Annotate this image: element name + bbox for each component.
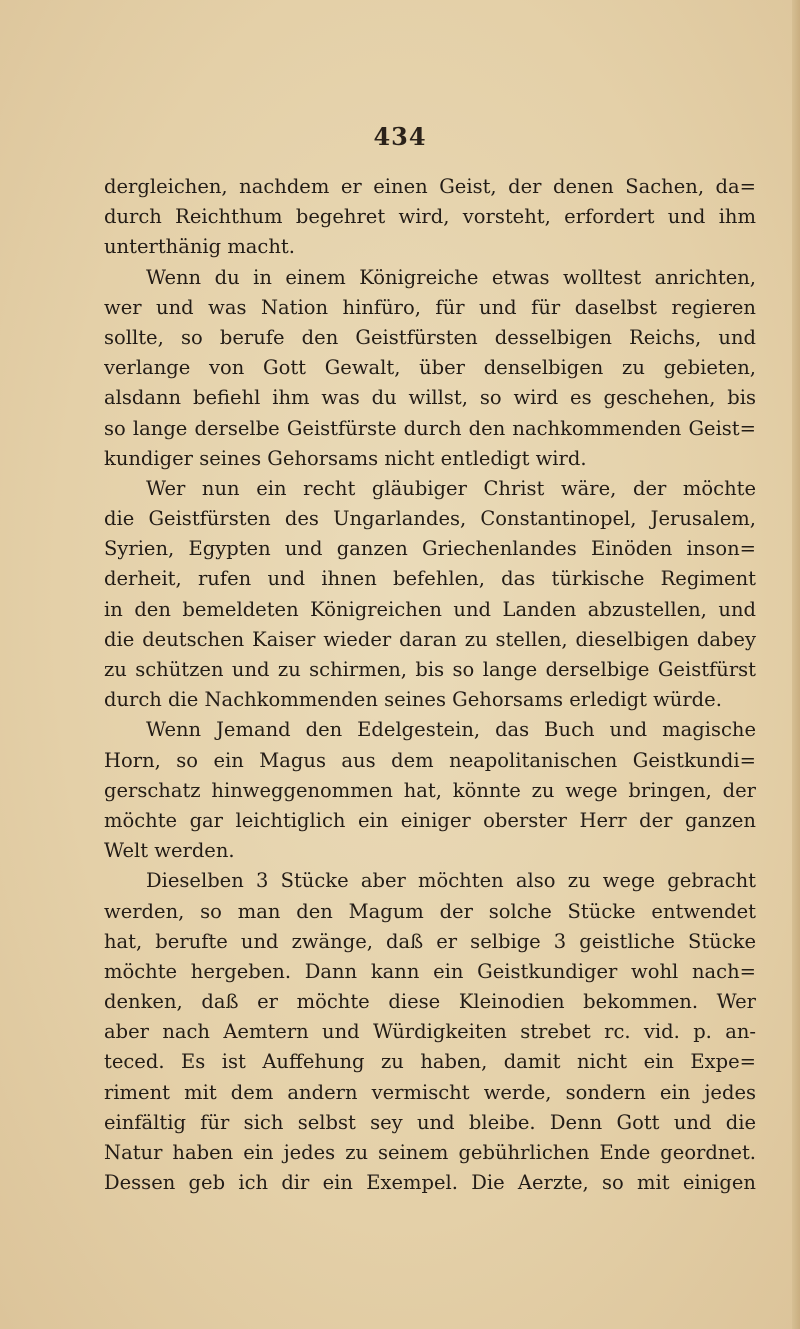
body-text [104, 172, 756, 1198]
page-edge [792, 0, 800, 1329]
text-line: derheit, rufen und ihnen befehlen, das türkische Regiment [104, 567, 756, 591]
text-line: die deutschen Kaiser wieder daran zu stellen, dieselbigen dabey [104, 627, 756, 651]
text-line: Dessen geb ich dir ein Exempel. Die Aerzte, so mit einigen [104, 1171, 756, 1195]
text-line: aber nach Aemtern und Würdigkeiten strebet rc. vid. p. an- [104, 1020, 756, 1044]
text-line: Natur haben ein jedes zu seinem gebührlichen Ende geordnet. [104, 1141, 756, 1164]
text-line: denken, daß er möchte diese Kleinodien bekommen. Wer [104, 990, 756, 1014]
text-line: zu schützen und zu schirmen, bis so lange derselbige Geistfürst [104, 658, 756, 681]
text-line: gerschatz hinweggenommen hat, könnte zu wege bringen, der [104, 778, 756, 802]
text-line: dergleichen, nachdem er einen Geist, der denen Sachen, da= [104, 175, 756, 198]
text-line: alsdann befiehl ihm was du willst, so wird es geschehen, bis [104, 386, 756, 410]
text-line: unterthänig macht. [104, 235, 295, 259]
text-line: die Geistfürsten des Ungarlandes, Constantinopel, Jerusalem, [104, 507, 756, 531]
text-line: in den bemeldeten Königreichen und Landen abzustellen, und [104, 597, 756, 621]
text-line: riment mit dem andern vermischt werde, sondern ein jedes [104, 1080, 756, 1104]
text-line: durch die Nachkommenden seines Gehorsams erledigt würde. [104, 688, 722, 712]
text-line: teced. Es ist Auffehung zu haben, damit nicht ein Expe= [104, 1050, 756, 1074]
text-line: Welt werden. [104, 839, 235, 863]
text-line: werden, so man den Magum der solche Stücke entwendet [104, 899, 756, 923]
text-line: Wenn Jemand den Edelgestein, das Buch und magische [146, 718, 756, 742]
text-line: einfältig für sich selbst sey und bleibe. Denn Gott und die [104, 1110, 756, 1134]
text-line: möchte gar leichtiglich ein einiger oberster Herr der ganzen [104, 808, 756, 832]
text-line: so lange derselbe Geistfürste durch den nachkommenden Geist= [104, 416, 756, 440]
text-line: Horn, so ein Magus aus dem neapolitanischen Geistkundi= [104, 748, 756, 772]
text-line: möchte hergeben. Dann kann ein Geistkundiger wohl nach= [104, 959, 756, 983]
text-line: sollte, so berufe den Geistfürsten desselbigen Reichs, und [104, 325, 756, 349]
text-line: Dieselben 3 Stücke aber möchten also zu wege gebracht [146, 869, 756, 893]
page-number: 434 [373, 122, 427, 151]
text-line: Wer nun ein recht gläubiger Christ wäre, der möchte [146, 476, 756, 500]
text-line: verlange von Gott Gewalt, über denselbigen zu gebieten, [104, 356, 756, 380]
text-line: wer und was Nation hinfüro, für und für daselbst regieren [104, 295, 756, 319]
text-line: durch Reichthum begehret wird, vorsteht, erfordert und ihm [104, 205, 756, 229]
text-line: Syrien, Egypten und ganzen Griechenlandes Einöden inson= [104, 537, 756, 561]
text-line: kundiger seines Gehorsams nicht entledigt wird. [104, 446, 587, 470]
text-line: Wenn du in einem Königreiche etwas wolltest anrichten, [146, 265, 756, 289]
text-line: hat, berufte und zwänge, daß er selbige 3 geistliche Stücke [104, 929, 756, 953]
